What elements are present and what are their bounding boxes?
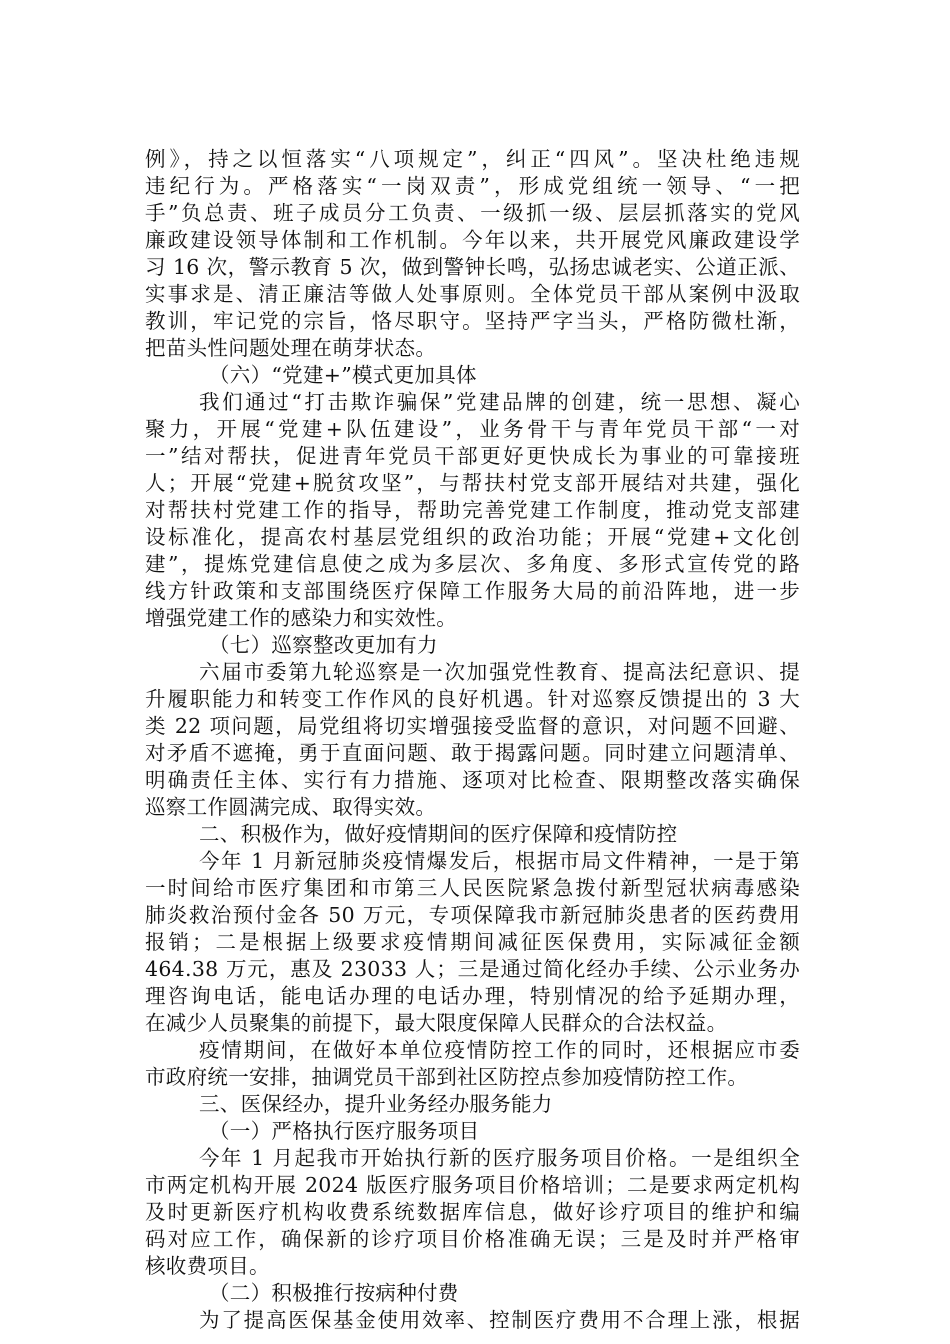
paragraph-line: 在减少人员聚集的前提下，最大限度保障人民群众的合法权益。	[145, 1011, 728, 1035]
paragraph-line: 为了提高医保基金使用效率、控制医疗费用不合理上涨，根据	[199, 1308, 800, 1332]
paragraph-line: 手”负总责、班子成员分工负责、一级抓一级、层层抓落实的党风	[145, 201, 800, 225]
section-subheading: （七）巡察整改更加有力	[209, 633, 438, 657]
paragraph-line: 设标准化，提高农村基层党组织的政治功能；开展“党建+文化创	[145, 525, 800, 549]
paragraph-line: 把苗头性问题处理在萌芽状态。	[145, 336, 437, 360]
paragraph-line: 核收费项目。	[145, 1254, 270, 1278]
paragraph-line: 今年 1 月起我市开始执行新的医疗服务项目价格。一是组织全	[199, 1146, 800, 1170]
section-heading: 三、医保经办，提升业务经办服务能力	[199, 1092, 553, 1116]
paragraph-line: 肺炎救治预付金各 50 万元，专项保障我市新冠肺炎患者的医药费用	[145, 903, 800, 927]
paragraph-line: 码对应工作，确保新的诊疗项目价格准确无误；三是及时并严格审	[145, 1227, 800, 1251]
paragraph-line: 对矛盾不遮掩，勇于直面问题、敢于揭露问题。同时建立问题清单、	[145, 741, 800, 765]
paragraph-line: 例》，持之以恒落实“八项规定”，纠正“四风”。坚决杜绝违规	[145, 147, 800, 171]
paragraph-line: 人；开展“党建+脱贫攻坚”，与帮扶村党支部开展结对共建，强化	[145, 471, 800, 495]
paragraph-line: 类 22 项问题，局党组将切实增强接受监督的意识，对问题不回避、	[145, 714, 800, 738]
paragraph-line: 明确责任主体、实行有力措施、逐项对比检查、限期整改落实确保	[145, 768, 800, 792]
paragraph-line: 巡察工作圆满完成、取得实效。	[145, 795, 437, 819]
paragraph-line: 聚力，开展“党建+队伍建设”，业务骨干与青年党员干部“一对	[145, 417, 800, 441]
section-subheading: （二）积极推行按病种付费	[209, 1281, 459, 1305]
paragraph-line: 理咨询电话，能电话办理的电话办理，特别情况的给予延期办理，	[145, 984, 800, 1008]
section-subheading: （六）“党建+”模式更加具体	[209, 363, 477, 387]
document-page	[145, 146, 800, 1334]
section-heading: 二、积极作为，做好疫情期间的医疗保障和疫情防控	[199, 822, 678, 846]
paragraph-line: 及时更新医疗机构收费系统数据库信息，做好诊疗项目的维护和编	[145, 1200, 800, 1224]
paragraph-line: 廉政建设领导体制和工作机制。今年以来，共开展党风廉政建设学	[145, 228, 800, 252]
paragraph-line: 线方针政策和支部围绕医疗保障工作服务大局的前沿阵地，进一步	[145, 579, 800, 603]
paragraph-line: 一”结对帮扶，促进青年党员干部更好更快成长为事业的可靠接班	[145, 444, 800, 468]
paragraph-line: 一时间给市医疗集团和市第三人民医院紧急拨付新型冠状病毒感染	[145, 876, 800, 900]
paragraph-line: 我们通过“打击欺诈骗保”党建品牌的创建，统一思想、凝心	[199, 390, 800, 414]
paragraph-line: 教训，牢记党的宗旨，恪尽职守。坚持严字当头，严格防微杜渐，	[145, 309, 800, 333]
paragraph-line: 增强党建工作的感染力和实效性。	[145, 606, 457, 630]
paragraph-line: 建”，提炼党建信息使之成为多层次、多角度、多形式宣传党的路	[145, 552, 800, 576]
paragraph-line: 实事求是、清正廉洁等做人处事原则。全体党员干部从案例中汲取	[145, 282, 800, 306]
paragraph-line: 违纪行为。严格落实“一岗双责”，形成党组统一领导、“一把	[145, 174, 800, 198]
paragraph-line: 六届市委第九轮巡察是一次加强党性教育、提高法纪意识、提	[199, 660, 800, 684]
paragraph-line: 市政府统一安排，抽调党员干部到社区防控点参加疫情防控工作。	[145, 1065, 749, 1089]
paragraph-line: 市两定机构开展 2024 版医疗服务项目价格培训；二是要求两定机构	[145, 1173, 800, 1197]
paragraph-line: 今年 1 月新冠肺炎疫情爆发后，根据市局文件精神，一是于第	[199, 849, 800, 873]
paragraph-line: 升履职能力和转变工作作风的良好机遇。针对巡察反馈提出的 3 大	[145, 687, 800, 711]
paragraph-line: 464.38 万元，惠及 23033 人；三是通过简化经办手续、公示业务办	[145, 957, 800, 981]
paragraph-line: 对帮扶村党建工作的指导，帮助完善党建工作制度，推动党支部建	[145, 498, 800, 522]
section-subheading: （一）严格执行医疗服务项目	[209, 1119, 480, 1143]
paragraph-line: 疫情期间，在做好本单位疫情防控工作的同时，还根据应市委	[199, 1038, 800, 1062]
paragraph-line: 习 16 次，警示教育 5 次，做到警钟长鸣，弘扬忠诚老实、公道正派、	[145, 255, 800, 279]
paragraph-line: 报销；二是根据上级要求疫情期间减征医保费用，实际减征金额	[145, 930, 800, 954]
